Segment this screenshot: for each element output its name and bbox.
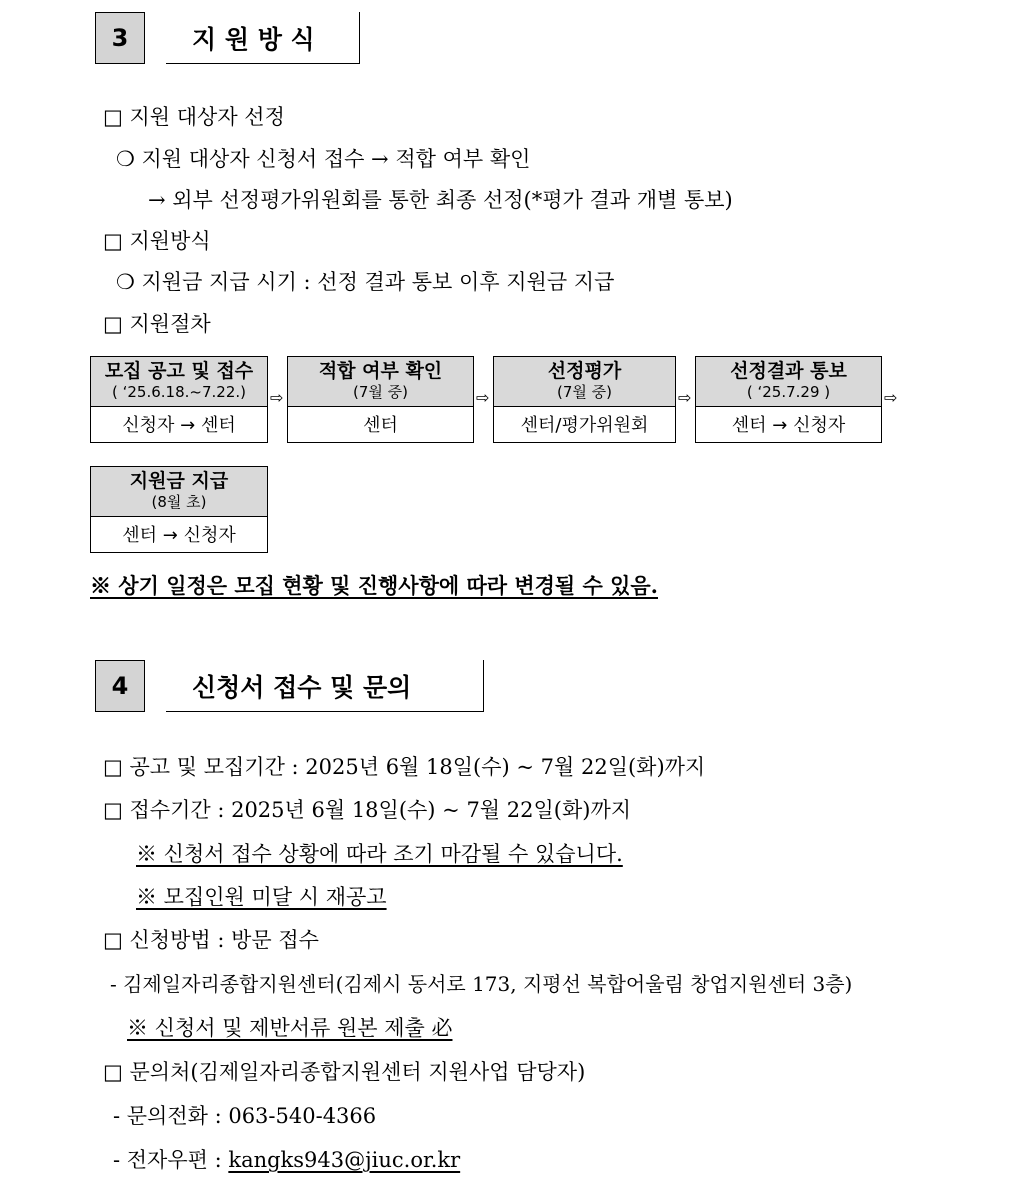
flow-arrow: ⇨ bbox=[678, 388, 692, 407]
section-3-title: 지 원 방 식 bbox=[166, 12, 360, 64]
application-period: □ 접수기간 : 2025년 6월 18일(수) ~ 7월 22일(화)까지 bbox=[103, 798, 632, 822]
step-period: ( ‘25.7.29 ) bbox=[746, 382, 831, 401]
step-period: ( ‘25.6.18.~7.22.) bbox=[112, 382, 246, 401]
step-period: (8월 초) bbox=[151, 492, 207, 511]
step-period: (7월 중) bbox=[557, 382, 612, 401]
contact-email-label: - 전자우편 : bbox=[113, 1148, 229, 1172]
application-method: □ 신청방법 : 방문 접수 bbox=[103, 928, 319, 952]
recruit-period: □ 공고 및 모집기간 : 2025년 6월 18일(수) ~ 7월 22일(화)까지 bbox=[103, 755, 706, 779]
early-close-note: ※ 신청서 접수 상황에 따라 조기 마감될 수 있습니다. bbox=[136, 842, 623, 866]
contact-heading: □ 문의처(김제일자리종합지원센터 지원사업 담당자) bbox=[103, 1060, 586, 1084]
support-target-item: ❍ 지원 대상자 신청서 접수 → 적합 여부 확인 bbox=[116, 147, 531, 171]
section-3-number: 3 bbox=[95, 12, 145, 64]
step-actor: 센터 → 신청자 bbox=[731, 415, 846, 436]
section-4-number: 4 bbox=[95, 660, 145, 712]
application-address: - 김제일자리종합지원센터(김제시 동서로 173, 지평선 복합어울림 창업지원센터 3층) bbox=[110, 972, 853, 996]
documents-note: ※ 신청서 및 제반서류 원본 제출 必 bbox=[127, 1016, 453, 1040]
support-target-heading: □ 지원 대상자 선정 bbox=[103, 105, 285, 129]
step-title: 선정결과 통보 bbox=[730, 359, 847, 382]
contact-phone: - 문의전화 : 063-540-4366 bbox=[113, 1104, 377, 1128]
process-step bbox=[90, 356, 268, 443]
process-step bbox=[493, 356, 676, 443]
contact-email-link[interactable]: kangks943@jiuc.or.kr bbox=[228, 1148, 461, 1172]
support-method-item: ❍ 지원금 지급 시기 : 선정 결과 통보 이후 지원금 지급 bbox=[116, 270, 615, 294]
step-title: 모집 공고 및 접수 bbox=[104, 359, 254, 382]
step-actor: 신청자 → 센터 bbox=[122, 415, 236, 436]
process-step bbox=[695, 356, 882, 443]
process-step bbox=[90, 466, 268, 553]
section-4-title: 신청서 접수 및 문의 bbox=[166, 660, 484, 712]
support-target-item-cont: → 외부 선정평가위원회를 통한 최종 선정(*평가 결과 개별 통보) bbox=[148, 188, 733, 212]
support-method-heading: □ 지원방식 bbox=[103, 229, 211, 253]
flow-arrow: ⇨ bbox=[270, 388, 284, 407]
step-period: (7월 중) bbox=[353, 382, 408, 401]
support-procedure-heading: □ 지원절차 bbox=[103, 312, 211, 336]
step-actor: 센터 → 신청자 bbox=[122, 525, 236, 546]
step-actor: 센터/평가위원회 bbox=[520, 415, 649, 436]
step-actor: 센터 bbox=[363, 415, 398, 436]
re-announcement-note: ※ 모집인원 미달 시 재공고 bbox=[136, 885, 387, 909]
step-title: 지원금 지급 bbox=[129, 469, 229, 492]
step-title: 적합 여부 확인 bbox=[318, 359, 443, 382]
step-title: 선정평가 bbox=[547, 359, 622, 382]
contact-email-row bbox=[113, 1146, 460, 1174]
schedule-change-note: ※ 상기 일정은 모집 현황 및 진행사항에 따라 변경될 수 있음. bbox=[90, 573, 658, 598]
flow-arrow: ⇨ bbox=[884, 388, 898, 407]
process-step bbox=[287, 356, 474, 443]
flow-arrow: ⇨ bbox=[476, 388, 490, 407]
